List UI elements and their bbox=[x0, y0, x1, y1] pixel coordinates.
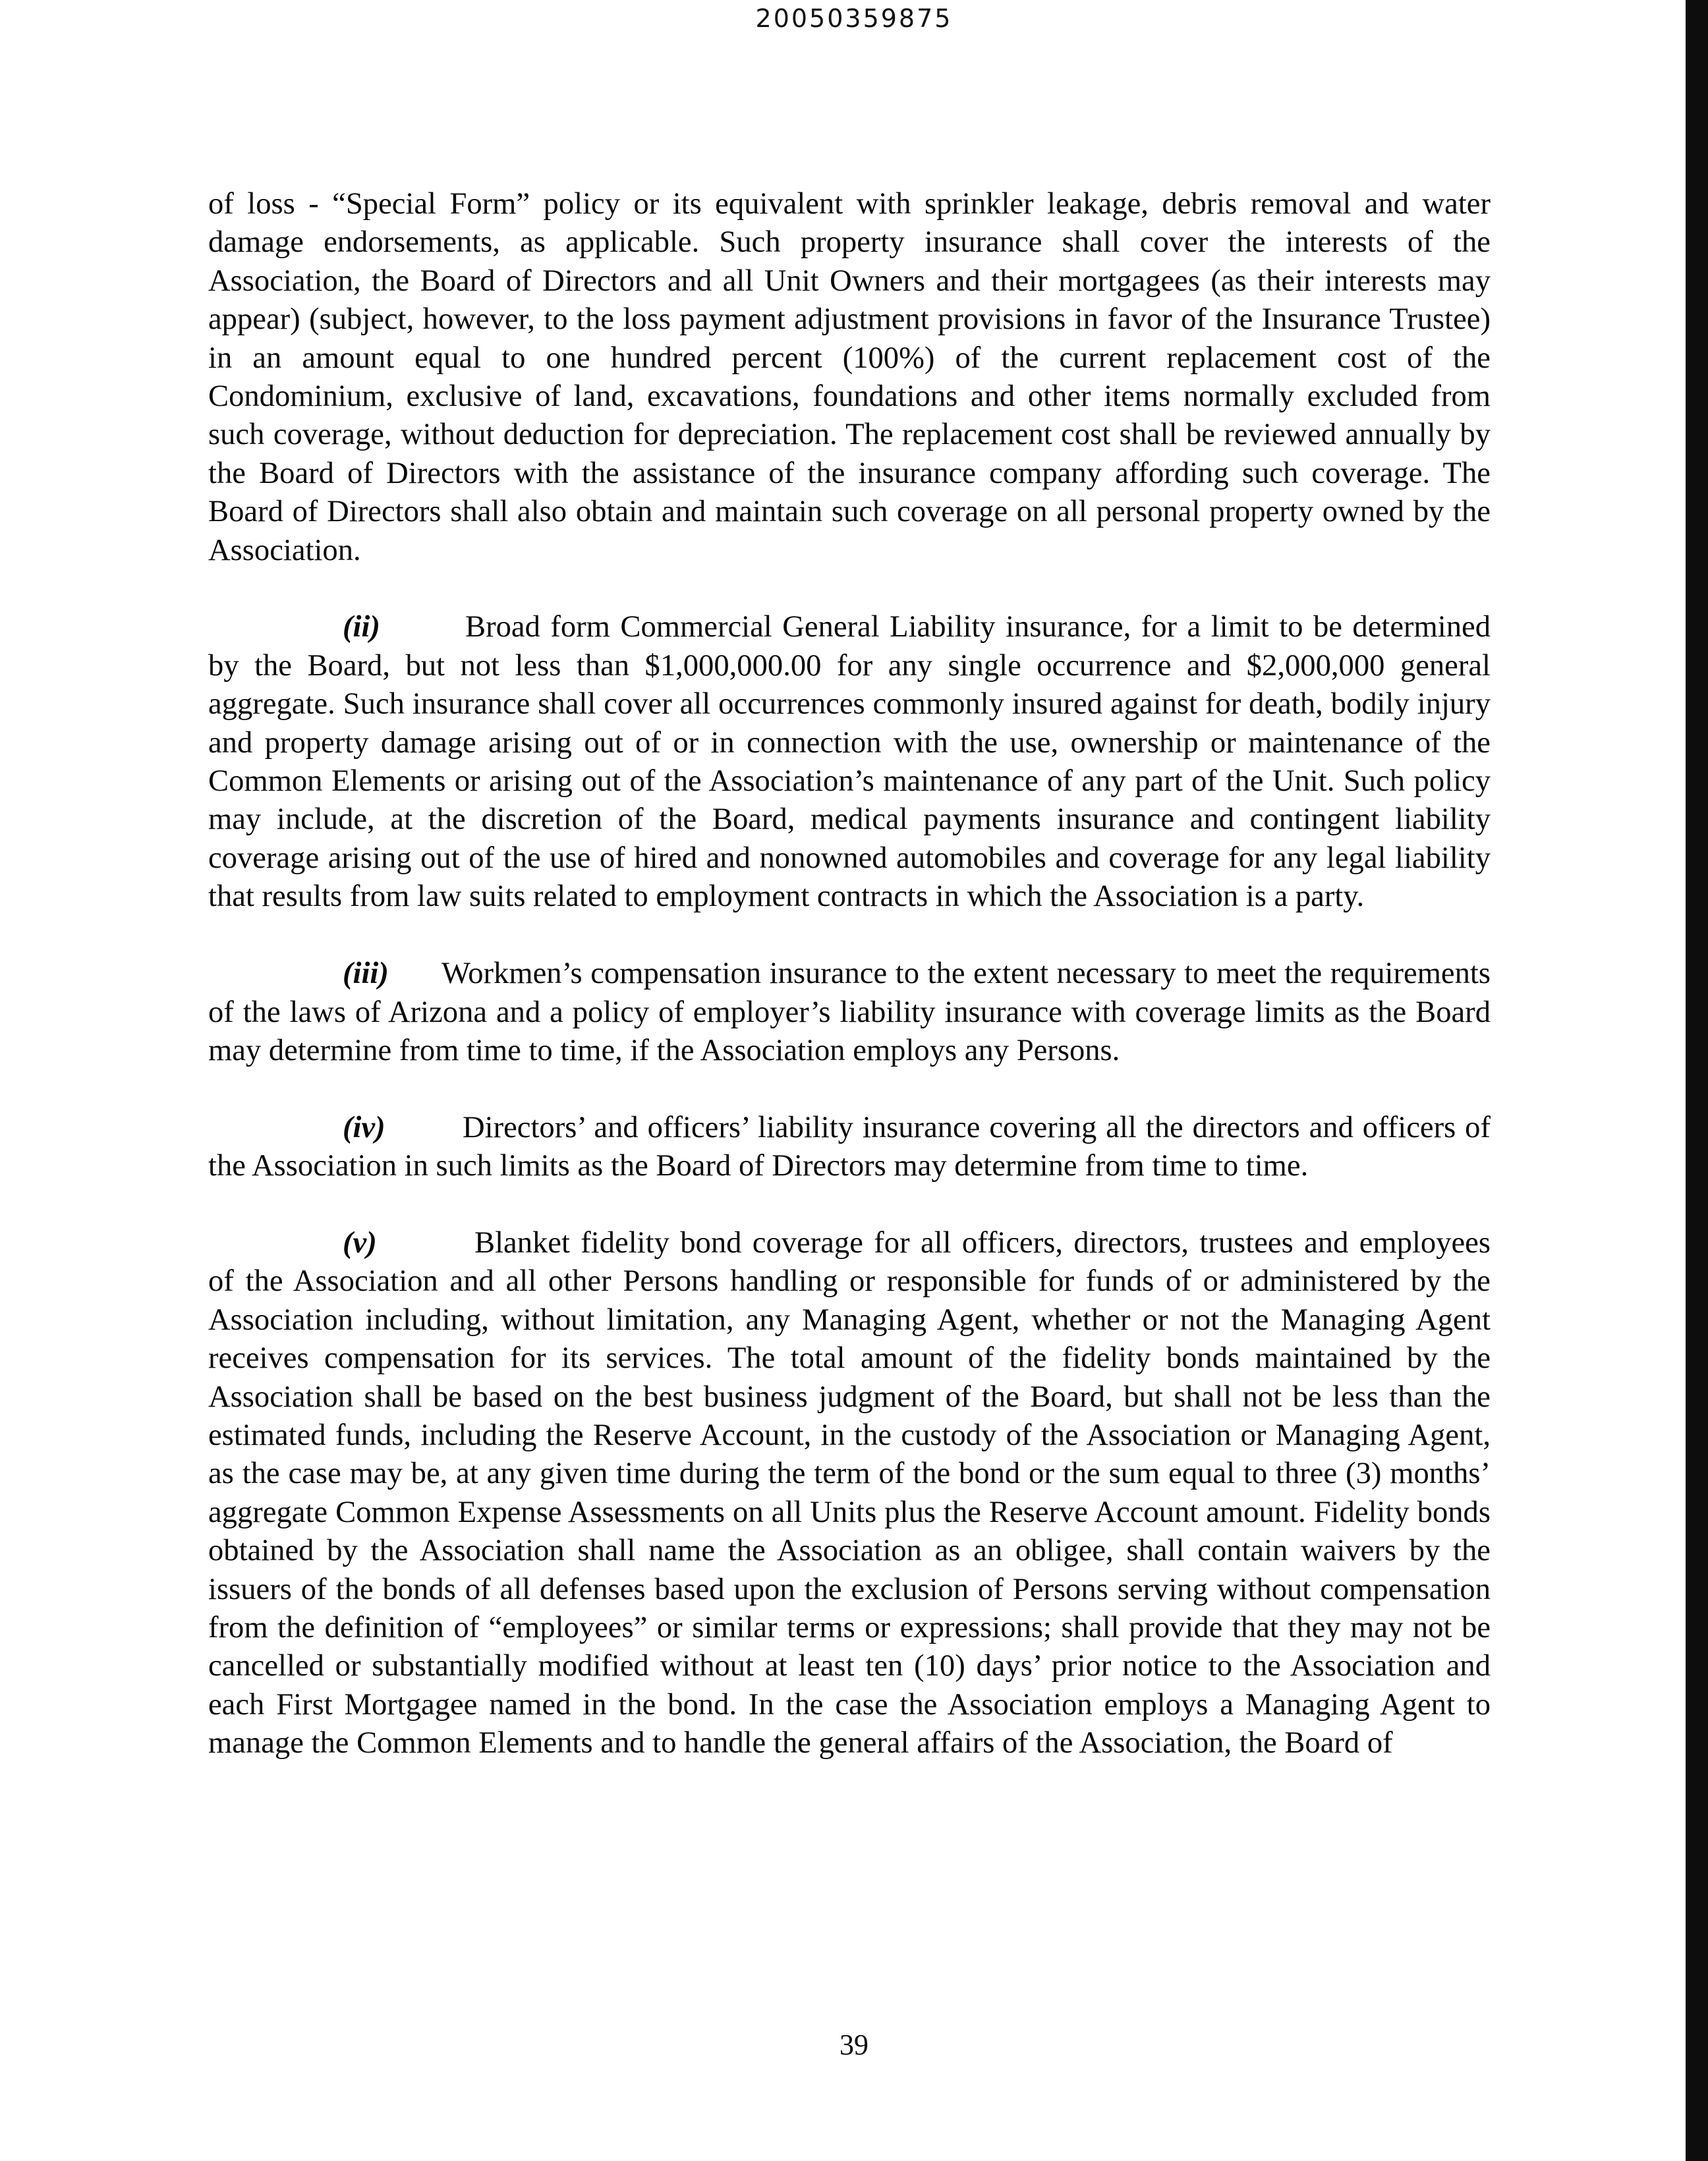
page-number: 39 bbox=[840, 2029, 868, 2061]
paragraph-general-liability bbox=[208, 607, 1491, 915]
paragraph-text: Directors’ and officers’ liability insurance covering all the directors and officers of the Association in such limits as the Board of Directors may determine from time to time. bbox=[208, 1109, 1491, 1183]
paragraph-text: Workmen’s compensation insurance to the extent necessary to meet the requirements of the laws of Arizona and a policy of employer’s liability insurance with coverage limits as the Board may determine from time to time, if the Association employs any Persons. bbox=[208, 956, 1491, 1067]
paragraph-fidelity-bond bbox=[208, 1223, 1491, 1762]
clause-label-iv: (iv) bbox=[343, 1109, 385, 1144]
paragraph-text: Broad form Commercial General Liability insurance, for a limit to be determined by the Board, but not less than $1,000,000.00 for any single occurrence and $2,000,000 general aggregate. Such insurance shall cover all occurrences commonly insured against for death, bodily injury and property damage arising out of or in connection with the use, ownership or maintenance of the Common Elements or arising out of the Association’s maintenance of any part of the Unit. Such policy may include, at the discretion of the Board, medical payments insurance and contingent liability coverage arising out of the use of hired and nonowned automobiles and coverage for any legal liability that results from law suits related to employment contracts in which the Association is a party. bbox=[208, 609, 1491, 914]
scan-edge-bar bbox=[1686, 0, 1708, 2161]
document-number: 20050359875 bbox=[755, 4, 953, 33]
clause-label-iii: (iii) bbox=[343, 956, 389, 991]
paragraph-text: of loss - “Special Form” policy or its equivalent with sprinkler leakage, debris removal and water damage endorsements, as applicable. Such property insurance shall cover the interests of the Association, the Board of Directors and all Unit Owners and their mortgagees (as their interests may appear) (subject, however, to the loss payment adjustment provisions in favor of the Insurance Trustee) in an amount equal to one hundred percent (100%) of the current replacement cost of the Condominium, exclusive of land, excavations, foundations and other items normally excluded from such coverage, without deduction for depreciation. The replacement cost shall be reviewed annually by the Board of Directors with the assistance of the insurance company affording such coverage. The Board of Directors shall also obtain and maintain such coverage on all personal property owned by the Association. bbox=[208, 186, 1491, 567]
paragraph-text: Blanket fidelity bond coverage for all officers, directors, trustees and employees of the Association and all other Persons handling or responsible for funds of or administered by the Association including, without limitation, any Managing Agent, whether or not the Managing Agent receives compensation for its services. The total amount of the fidelity bonds maintained by the Association shall be based on the best business judgment of the Board, but shall not be less than the estimated funds, including the Reserve Account, in the custody of the Association or Managing Agent, as the case may be, at any given time during the term of the bond or the sum equal to three (3) months’ aggregate Common Expense Assessments on all Units plus the Reserve Account amount. Fidelity bonds obtained by the Association shall name the Association as an obligee, shall contain waivers by the issuers of the bonds of all defenses based upon the exclusion of Persons serving without compensation from the definition of “employees” or similar terms or expressions; shall provide that they may not be cancelled or substantially modified without at least ten (10) days’ prior notice to the Association and each First Mortgagee named in the bond. In the case the Association employs a Managing Agent to manage the Common Elements and to handle the general affairs of the Association, the Board of bbox=[208, 1225, 1491, 1760]
clause-label-v: (v) bbox=[343, 1225, 377, 1260]
paragraph-property-insurance-continued bbox=[208, 184, 1491, 569]
clause-label-ii: (ii) bbox=[343, 609, 380, 644]
paragraph-directors-officers-liability bbox=[208, 1108, 1491, 1185]
document-body bbox=[208, 184, 1491, 1762]
paragraph-workmens-compensation bbox=[208, 954, 1491, 1069]
